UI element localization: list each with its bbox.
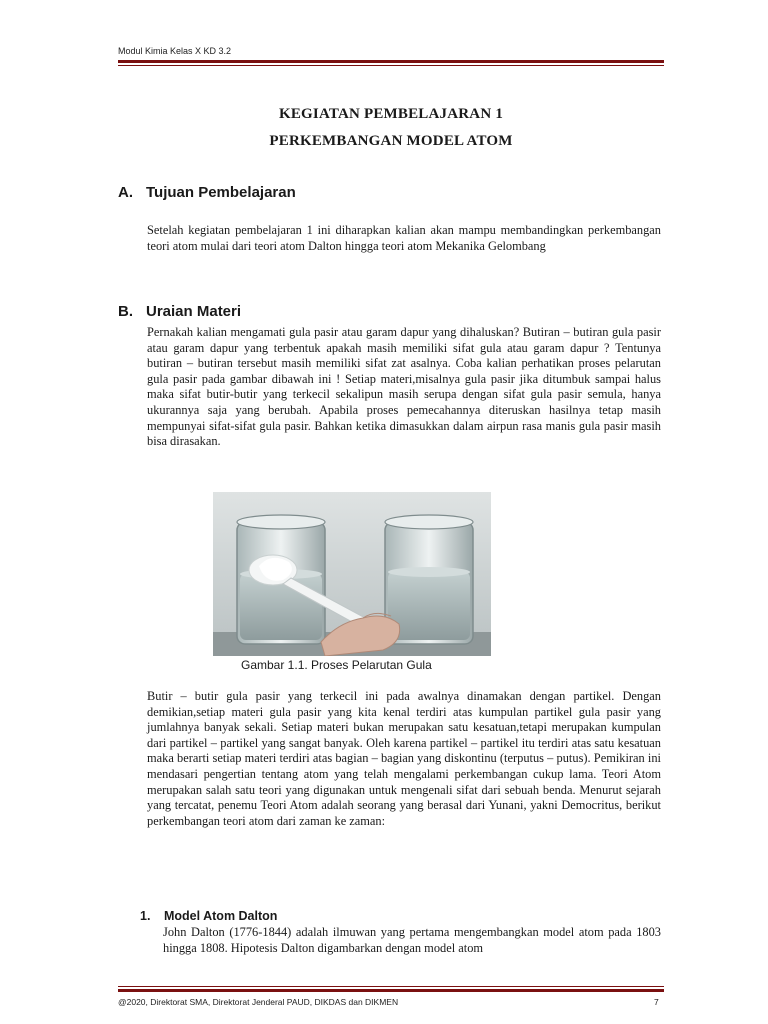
section-a-heading xyxy=(118,184,296,201)
section-a-text: Setelah kegiatan pembelajaran 1 ini diharapkan kalian akan mampu membandingkan perkembangan teori atom mulai dari teori atom Dalton hingga teori atom Mekanika Gelombang xyxy=(147,223,661,253)
footer-rule-thin xyxy=(118,986,664,987)
subsection-1-title: Model Atom Dalton xyxy=(164,909,278,923)
section-b-paragraph-2: Butir – butir gula pasir yang terkecil ini pada awalnya dinamakan dengan partikel. Dengan demikian,setiap materi gula pasir yang kita kenal terdiri atas kumpulan partikel gula pasir yang jumlahnya banyak sekali. Setiap materi bukan merupakan satu kesatuan,tetapi merupakan kumpulan dari partikel – partikel yang sangat banyak. Oleh karena partikel – partikel itu terdiri atas satu kesatuan maka berarti setiap materi terdiri atas bagian – bagian yang diskontinu (terputus – putus). Pemikiran ini mendasari pengertian tentang atom yang telah mengalami perkembangan cukup lama. Teori Atom merupakan salah satu teori yang digunakan untuk mengenali sifat dari sebuah benda. Menurut sejarah yang tercatat, penemu Teori Atom adalah seorang yang berasal dari Yunani, yakni Democritus, berikut perkembangan teori atom dari zaman ke zaman: xyxy=(147,689,661,828)
subsection-1-text: John Dalton (1776-1844) adalah ilmuwan yang pertama mengembangkan model atom pada 1803 hingga 1808. Hipotesis Dalton digambarkan dengan model atom xyxy=(163,925,661,955)
footer-rule xyxy=(118,989,664,992)
running-header: Modul Kimia Kelas X KD 3.2 xyxy=(118,46,232,56)
section-b-title: Uraian Materi xyxy=(146,303,242,320)
header-rule-thin xyxy=(118,65,664,66)
header-rule xyxy=(118,60,664,63)
section-a-title: Tujuan Pembelajaran xyxy=(146,184,296,201)
figure-caption: Gambar 1.1. Proses Pelarutan Gula xyxy=(241,658,432,672)
chapter-subtitle: PERKEMBANGAN MODEL ATOM xyxy=(269,133,513,149)
section-b-letter: B. xyxy=(118,303,133,320)
subsection-1-heading xyxy=(140,909,277,923)
section-b-paragraph-1: Pernakah kalian mengamati gula pasir atau garam dapur yang dihaluskan? Butiran – butiran gula pasir atau garam dapur yang terbentuk apakah masih memiliki sifat gula atau garam dapur ? Tentunya butiran – butiran tersebut masih memiliki sifat zat asalnya. Coba kalian perhatikan proses pelarutan gula pasir pada gambar dibawah ini ! Setiap materi,misalnya gula pasir jika ditumbuk sampai halus maka sifat butir-butir yang terkecil sekalipun masih serupa dengan sifat gula pasir semula, hanya ukurannya saja yang berubah. Apabila proses pemecahannya diteruskan hasilnya tetap masih mempunyai sifat-sifat gula pasir. Bahkan ketika dimasukkan dalam airpun rasa manis gula pasir masih bisa dirasakan. xyxy=(147,325,661,449)
footer-copyright: @2020, Direktorat SMA, Direktorat Jenderal PAUD, DIKDAS dan DIKMEN xyxy=(118,997,399,1007)
section-a-letter: A. xyxy=(118,184,133,201)
section-b-heading xyxy=(118,303,241,320)
chapter-title: KEGIATAN PEMBELAJARAN 1 xyxy=(278,106,504,122)
subsection-1-number: 1. xyxy=(140,909,151,923)
sugar-dissolving-photo xyxy=(213,492,491,656)
page-number: 7 xyxy=(654,997,659,1007)
